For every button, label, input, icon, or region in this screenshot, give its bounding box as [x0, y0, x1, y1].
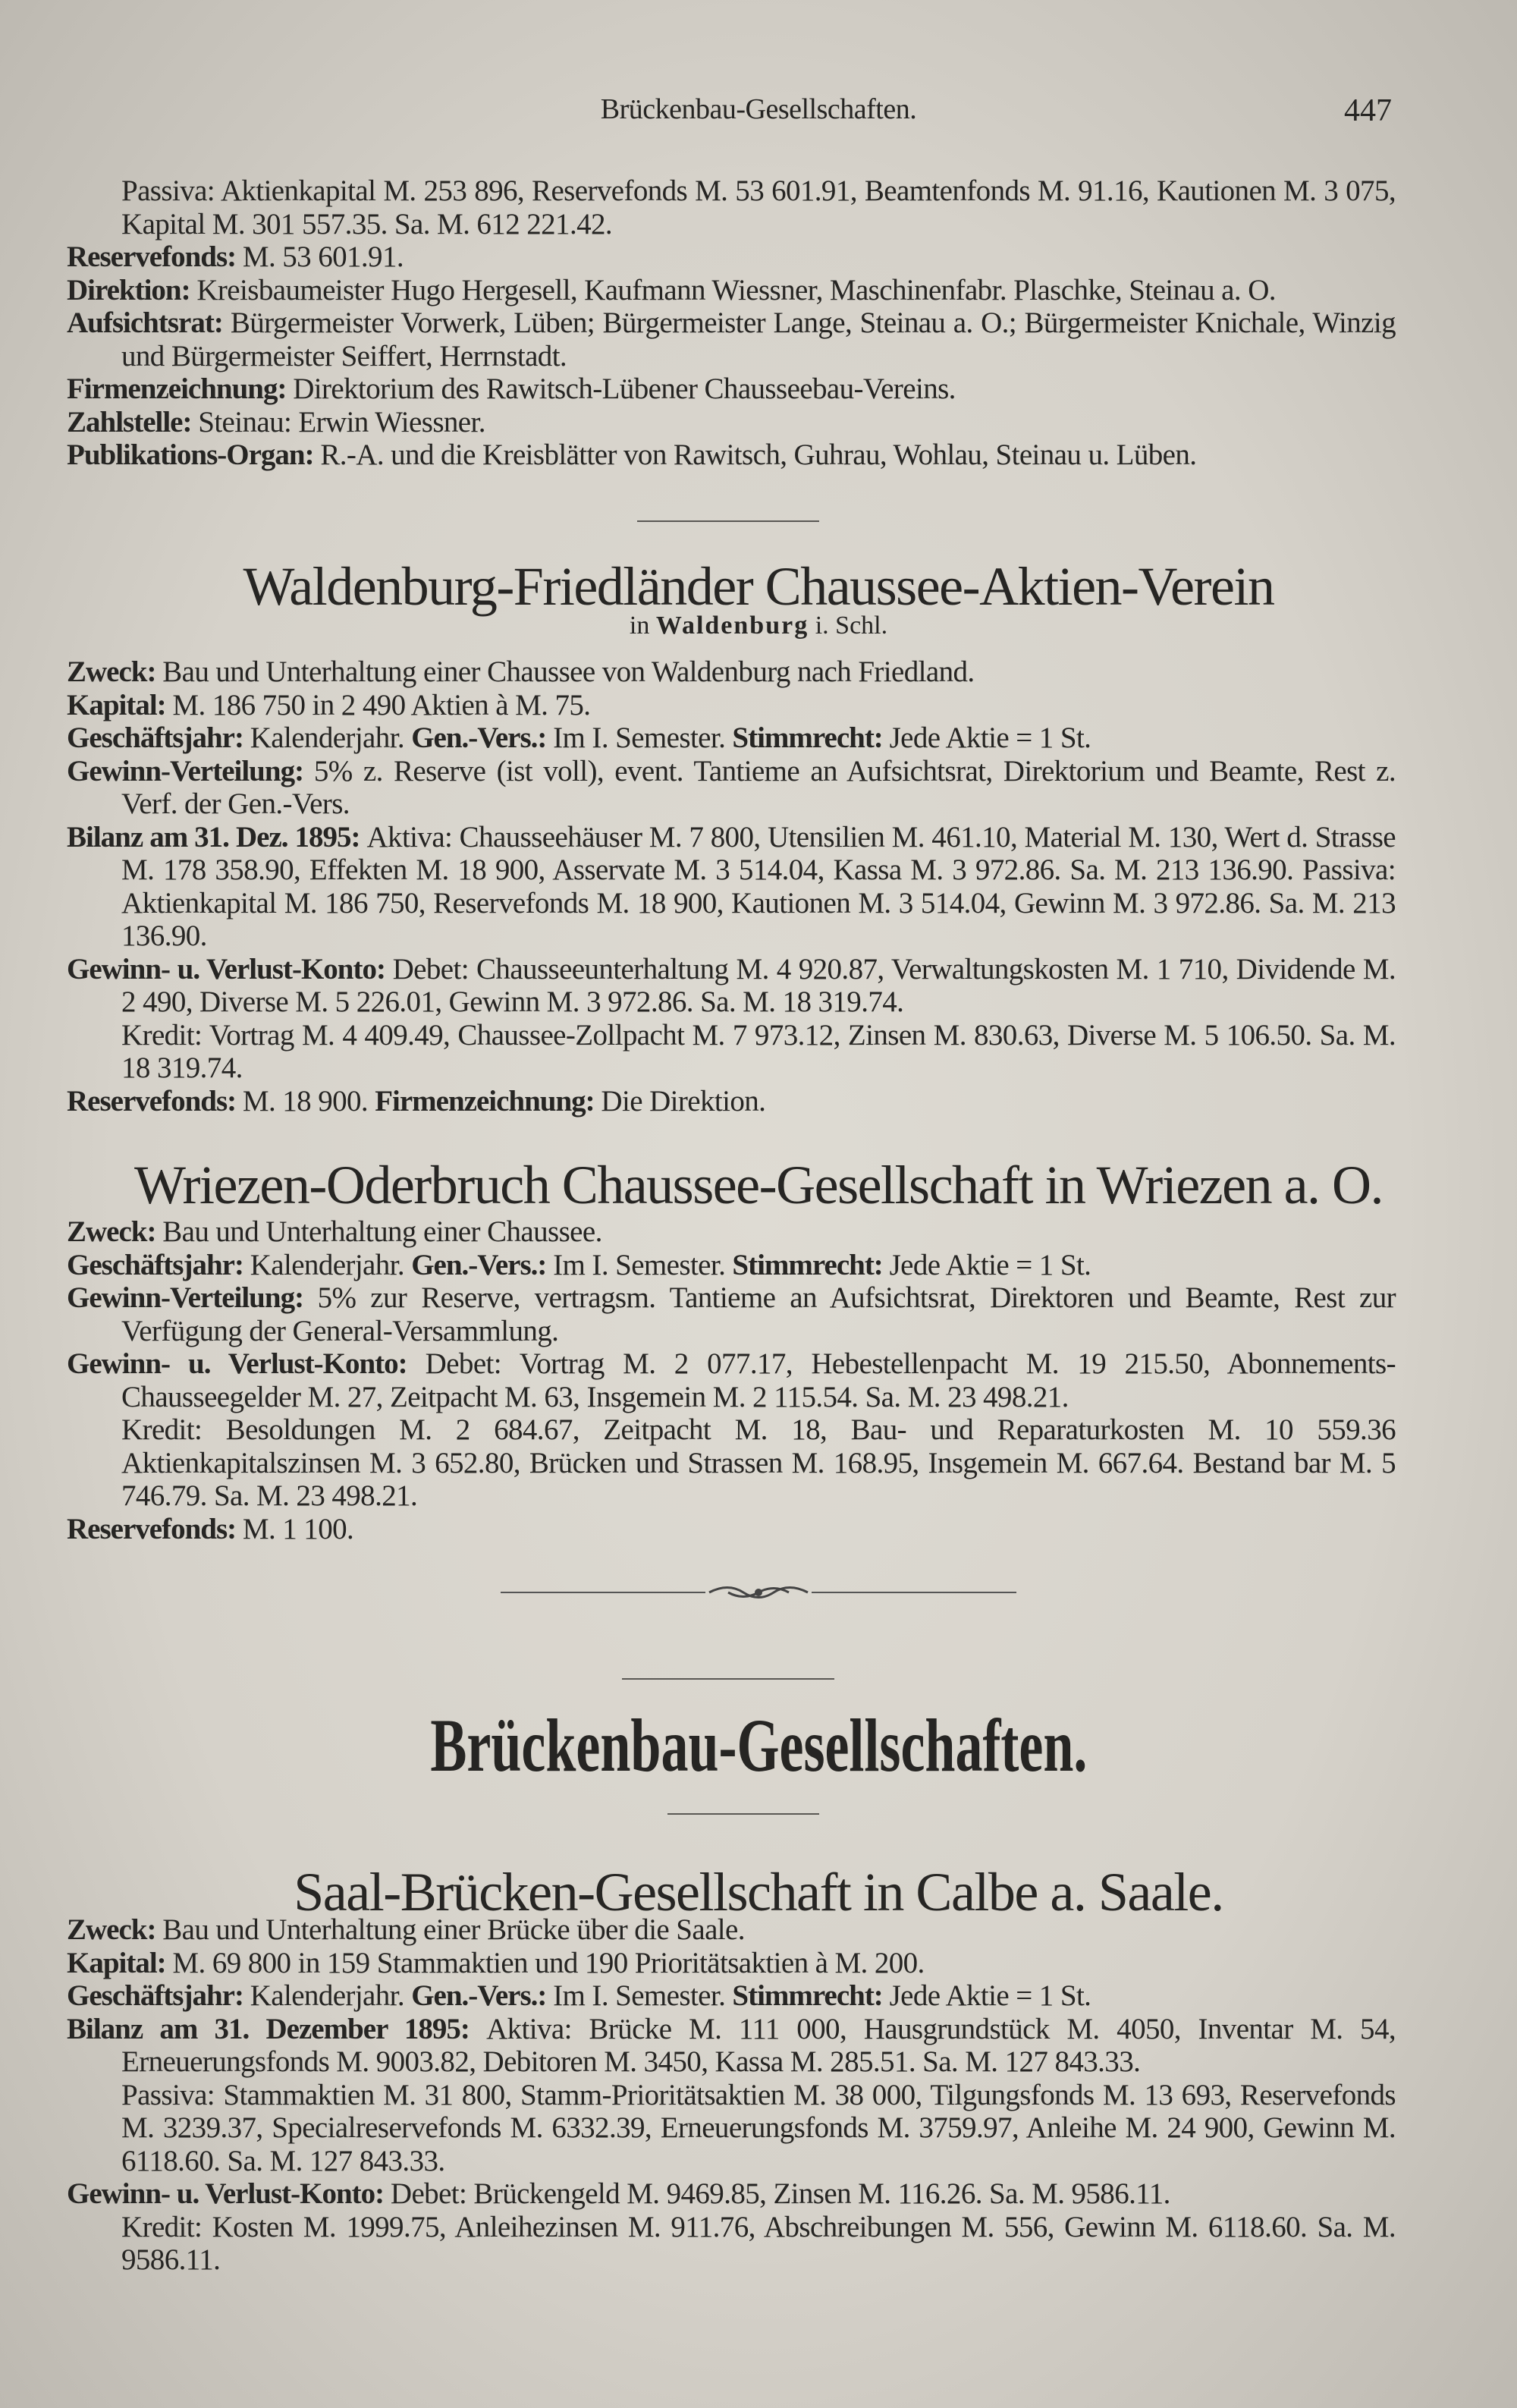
entry-label: Reservefonds: — [67, 1512, 243, 1545]
entry-text: Kreisbaumeister Hugo Hergesell, Kaufmann Wiessner, Maschinenfabr. Plaschke, Steinau a. O. — [196, 273, 1276, 307]
entry-text: Jede Aktie = 1 St. — [889, 721, 1091, 754]
entry-label: Reservefonds: — [67, 1084, 243, 1118]
entry-text: 5% zur Reserve, vertragsm. Tantieme an Aufsichtsrat, Direktoren und Beamte, Rest zur Verfügung der General-Versammlung. — [121, 1281, 1396, 1347]
entry-text: Jede Aktie = 1 St. — [889, 1979, 1091, 2012]
entry — [67, 821, 1396, 953]
entry-label: Zweck: — [67, 1913, 163, 1946]
entry — [67, 439, 1396, 472]
subtitle-post: i. Schl. — [815, 611, 888, 640]
entry-text: M. 1 100. — [242, 1512, 354, 1545]
entry-text: Im I. Semester. — [553, 1979, 733, 2012]
entry-text: Steinau: Erwin Wiessner. — [198, 405, 485, 439]
entry-text: Kredit: Vortrag M. 4 409.49, Chaussee-Zollpacht M. 7 973.12, Zinsen M. 830.63, Diverse M. 5 106.50. Sa. M. 18 319.74. — [121, 1018, 1396, 1084]
entry-text: Debet: Chausseeunterhaltung M. 4 920.87, Verwaltungskosten M. 1 710, Dividende M. 2 490, Diverse M. 5 226.01, Gewinn M. 3 972.86. Sa. M. 18 319.74. — [121, 952, 1396, 1018]
section-continuation — [67, 174, 1396, 472]
running-title: Brückenbau-Gesellschaften. — [600, 93, 917, 125]
entry-text: Kredit: Besoldungen M. 2 684.67, Zeitpacht M. 18, Bau- und Reparaturkosten M. 10 559.36 Aktienkapitalszinsen M. 3 652.80, Brücken und Strassen M. 168.95, Insgemein M. 667.64. Bestand bar M. 5 746.79. Sa. M. 23 498.21. — [121, 1413, 1396, 1512]
section-calbe — [67, 1913, 1396, 2277]
entry — [67, 2211, 1396, 2277]
entry — [67, 1215, 1396, 1249]
entry — [67, 406, 1396, 439]
entry — [67, 1249, 1396, 1282]
entry-label: Zweck: — [67, 1215, 163, 1248]
entry — [67, 373, 1396, 406]
entry-text: Kalenderjahr. — [250, 1979, 412, 2012]
heading-rule-top — [622, 1678, 834, 1680]
entry-text: Aktiva: Chausseehäuser M. 7 800, Utensilien M. 461.10, Material M. 130, Wert d. Strasse M. 178 358.90, Effekten M. 18 900, Asservate M. 3 514.04, Kassa M. 3 972.86. Sa. M. 213 136.90. Passiva: Aktienkapital M. 186 750, Reservefonds M. 18 900, Kautionen M. 3 514.04, Gewinn M. 3 972.86. Sa. M. 213 136.90. — [121, 820, 1396, 952]
company-title-calbe: Saal-Brücken-Gesellschaft in Calbe a. Saale. — [294, 1862, 1223, 1922]
entry-text: Debet: Brückengeld M. 9469.85, Zinsen M. 116.26. Sa. M. 9586.11. — [390, 2177, 1170, 2210]
entry-label: Gen.-Vers.: — [411, 1248, 554, 1281]
company-title-waldenburg: Waldenburg-Friedländer Chaussee-Aktien-Verein — [243, 556, 1274, 617]
entry — [67, 755, 1396, 821]
section-waldenburg — [67, 655, 1396, 1118]
divider-rule — [637, 520, 819, 522]
entry — [67, 1413, 1396, 1513]
entry-text: Direktorium des Rawitsch-Lübener Chausseebau-Vereins. — [293, 373, 956, 405]
entry-text: Jede Aktie = 1 St. — [889, 1248, 1091, 1281]
entry-label: Gewinn-Verteilung: — [67, 754, 314, 787]
entry — [67, 174, 1396, 240]
entry — [67, 721, 1396, 755]
entry-text: Aktiva: Brücke M. 111 000, Hausgrundstück M. 4050, Inventar M. 54, Erneuerungsfonds M. 9003.82, Debitoren M. 3450, Kassa M. 285.51. Sa. M. 127 843.33. — [121, 2012, 1396, 2078]
entry — [67, 689, 1396, 722]
company-title-wriezen: Wriezen-Oderbruch Chaussee-Gesellschaft in Wriezen a. O. — [133, 1155, 1384, 1215]
entry-label: Gewinn- u. Verlust-Konto: — [67, 2177, 391, 2210]
entry-label: Gewinn- u. Verlust-Konto: — [67, 1347, 426, 1380]
ornament-divider — [501, 1581, 1016, 1604]
entry — [67, 2079, 1396, 2178]
entry-text: Passiva: Stammaktien M. 31 800, Stamm-Prioritätsaktien M. 38 000, Tilgungsfonds M. 13 693, Reservefonds M. 3239.37, Specialreservefonds M. 6332.39, Erneuerungsfonds M. 3759.97, Anleihe M. 24 900, Gewinn M. 6118.60. Sa. M. 127 843.33. — [121, 2078, 1396, 2177]
entry-label: Firmenzeichnung: — [375, 1084, 601, 1118]
entry — [67, 1979, 1396, 2013]
entry-text: M. 18 900. — [242, 1084, 375, 1118]
entry — [67, 953, 1396, 1019]
entry-label: Stimmrecht: — [732, 721, 890, 754]
entry — [67, 1019, 1396, 1085]
entry-label: Publikations-Organ: — [67, 439, 321, 471]
entry-text: Im I. Semester. — [553, 721, 733, 754]
entry-text: M. 186 750 in 2 490 Aktien à M. 75. — [172, 688, 591, 721]
entry-text: M. 69 800 in 159 Stammaktien und 190 Prioritätsaktien à M. 200. — [172, 1946, 925, 1979]
entry-text: Passiva: Aktienkapital M. 253 896, Reservefonds M. 53 601.91, Beamtenfonds M. 91.16, Kautionen M. 3 075, Kapital M. 301 557.35. Sa. M. 612 221.42. — [121, 174, 1396, 240]
entry — [67, 240, 1396, 274]
entry-label: Bilanz am 31. Dezember 1895: — [67, 2012, 487, 2045]
entry-text: Bau und Unterhaltung einer Chaussee. — [162, 1215, 602, 1248]
section-wriezen — [67, 1215, 1396, 1545]
subtitle-pre: in — [629, 611, 650, 640]
entry — [67, 1347, 1396, 1413]
entry-label: Gen.-Vers.: — [411, 721, 554, 754]
entry-text: Kalenderjahr. — [250, 721, 412, 754]
entry-label: Geschäftsjahr: — [67, 1979, 250, 2012]
entry-label: Reservefonds: — [67, 240, 243, 273]
entry-label: Kapital: — [67, 1946, 173, 1979]
company-subtitle — [0, 611, 1517, 640]
entry — [67, 1281, 1396, 1347]
entry — [67, 1513, 1396, 1546]
entry-label: Firmenzeichnung: — [67, 373, 294, 405]
entry — [67, 1947, 1396, 1980]
entry-label: Kapital: — [67, 688, 173, 721]
entry-text: Bau und Unterhaltung einer Brücke über die Saale. — [162, 1913, 745, 1946]
entry — [67, 274, 1396, 307]
entry — [67, 1085, 1396, 1118]
entry-text: Bau und Unterhaltung einer Chaussee von Waldenburg nach Friedland. — [162, 655, 975, 688]
entry-text: 5% z. Reserve (ist voll), event. Tantieme an Aufsichtsrat, Direktorium und Beamte, Rest z. Verf. der Gen.-Vers. — [121, 754, 1396, 820]
page-number: 447 — [1344, 93, 1392, 128]
entry-label: Zahlstelle: — [67, 405, 199, 439]
entry-text: Die Direktion. — [601, 1084, 766, 1118]
entry — [67, 2177, 1396, 2211]
entry-text: M. 53 601.91. — [242, 240, 404, 273]
entry-label: Zweck: — [67, 655, 163, 688]
entry-label: Direktion: — [67, 273, 197, 307]
entry-label: Bilanz am 31. Dez. 1895: — [67, 820, 367, 853]
entry-label: Gen.-Vers.: — [411, 1979, 554, 2012]
entry-label: Aufsichtsrat: — [67, 307, 231, 339]
entry-label: Geschäftsjahr: — [67, 1248, 250, 1281]
entry — [67, 2013, 1396, 2079]
entry — [67, 1913, 1396, 1947]
entry-text: Kalenderjahr. — [250, 1248, 412, 1281]
entry-label: Gewinn- u. Verlust-Konto: — [67, 952, 393, 986]
entry-text: Im I. Semester. — [553, 1248, 733, 1281]
entry-text: Kredit: Kosten M. 1999.75, Anleihezinsen M. 911.76, Abschreibungen M. 556, Gewinn M. 6118.60. Sa. M. 9586.11. — [121, 2210, 1396, 2276]
entry-text: R.-A. und die Kreisblätter von Rawitsch, Guhrau, Wohlau, Steinau u. Lüben. — [320, 439, 1197, 471]
entry — [67, 307, 1396, 373]
entry-label: Geschäftsjahr: — [67, 721, 250, 754]
chapter-heading-text: Brückenbau-Gesellschaften. — [429, 1703, 1087, 1787]
entry-label: Gewinn-Verteilung: — [67, 1281, 318, 1314]
entry — [67, 655, 1396, 689]
heading-rule-bottom — [667, 1813, 819, 1815]
chapter-heading — [0, 1704, 1517, 1787]
entry-label: Stimmrecht: — [732, 1979, 890, 2012]
subtitle-place: Waldenburg — [655, 611, 809, 640]
entry-text: Debet: Vortrag M. 2 077.17, Hebestellenpacht M. 19 215.50, Abonnements-Chausseegelder M. 27, Zeitpacht M. 63, Insgemein M. 2 115.54. Sa. M. 23 498.21. — [121, 1347, 1396, 1413]
entry-text: Bürgermeister Vorwerk, Lüben; Bürgermeister Lange, Steinau a. O.; Bürgermeister Knichale, Winzig und Bürgermeister Seiffert, Herrnstadt. — [121, 307, 1396, 373]
entry-label: Stimmrecht: — [732, 1248, 890, 1281]
